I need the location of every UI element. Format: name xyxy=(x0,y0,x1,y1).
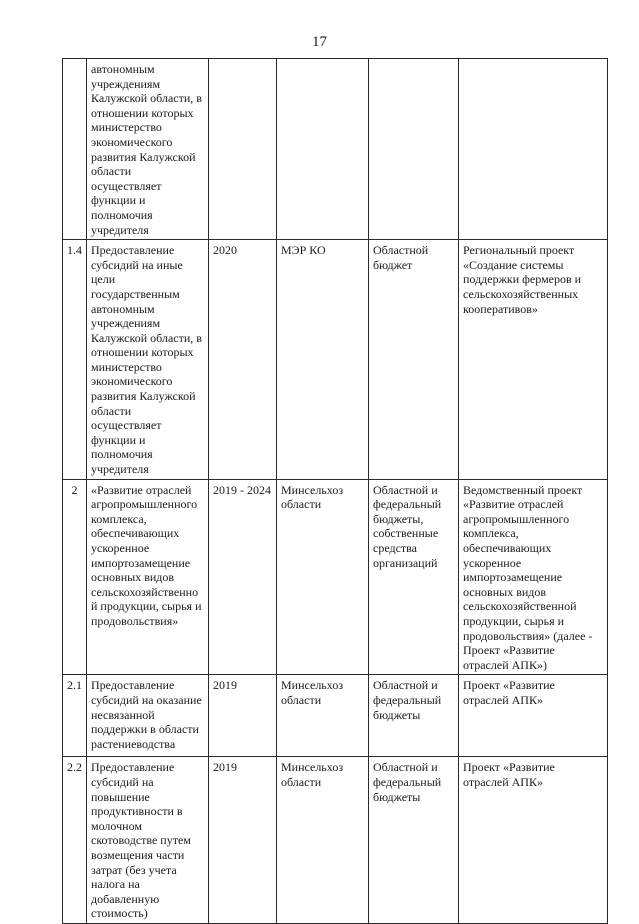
measure-name-cell: «Развитие отраслей агропромышленного комплекса, обеспечивающих ускоренное импортозамещение основных видов сельскохозяйственной продукции, сырья и продовольствия» xyxy=(87,479,209,675)
row-number-cell xyxy=(63,59,87,240)
period-cell: 2019 xyxy=(209,675,277,757)
row-number-cell: 2.2 xyxy=(63,757,87,924)
executor-cell: МЭР КО xyxy=(277,240,369,480)
page-number: 17 xyxy=(312,34,327,50)
row-number-cell: 2 xyxy=(63,479,87,675)
project-cell: Проект «Развитие отраслей АПК» xyxy=(459,757,608,924)
project-cell xyxy=(459,59,608,240)
table-row xyxy=(63,59,608,240)
table-row xyxy=(63,479,608,675)
table-row xyxy=(63,240,608,480)
measure-name-cell: Предоставление субсидий на оказание несвязанной поддержки в области растениеводства xyxy=(87,675,209,757)
row-number-cell: 1.4 xyxy=(63,240,87,480)
period-cell: 2019 xyxy=(209,757,277,924)
funding-source-cell: Областной бюджет xyxy=(369,240,459,480)
measure-name-cell: автономным учреждениям Калужской области, в отношении которых министерство экономического развития Калужской области осуществляет функции и полномочия учредителя xyxy=(87,59,209,240)
measure-name-cell: Предоставление субсидий на повышение продуктивности в молочном скотоводстве путем возмещения части затрат (без учета налога на добавленную стоимость) xyxy=(87,757,209,924)
funding-source-cell xyxy=(369,59,459,240)
executor-cell: Минсельхоз области xyxy=(277,675,369,757)
project-cell: Ведомственный проект «Развитие отраслей агропромышленного комплекса, обеспечивающих ускоренное импортозамещение основных видов сельскохозяйственной продукции, сырья и продовольствия» (далее - Проект «Развитие отраслей АПК») xyxy=(459,479,608,675)
project-cell: Проект «Развитие отраслей АПК» xyxy=(459,675,608,757)
executor-cell: Минсельхоз области xyxy=(277,479,369,675)
row-number-cell: 2.1 xyxy=(63,675,87,757)
table-row xyxy=(63,757,608,924)
measure-name-cell: Предоставление субсидий на иные цели государственным автономным учреждениям Калужской области, в отношении которых министерство экономического развития Калужской области осуществляет функции и полномочия учредителя xyxy=(87,240,209,480)
program-table xyxy=(62,58,608,924)
executor-cell: Минсельхоз области xyxy=(277,757,369,924)
funding-source-cell: Областной и федеральный бюджеты, собственные средства организаций xyxy=(369,479,459,675)
table-row xyxy=(63,675,608,757)
project-cell: Региональный проект «Создание системы поддержки фермеров и сельскохозяйственных кооперативов» xyxy=(459,240,608,480)
executor-cell xyxy=(277,59,369,240)
period-cell: 2020 xyxy=(209,240,277,480)
period-cell xyxy=(209,59,277,240)
funding-source-cell: Областной и федеральный бюджеты xyxy=(369,675,459,757)
funding-source-cell: Областной и федеральный бюджеты xyxy=(369,757,459,924)
period-cell: 2019 - 2024 xyxy=(209,479,277,675)
